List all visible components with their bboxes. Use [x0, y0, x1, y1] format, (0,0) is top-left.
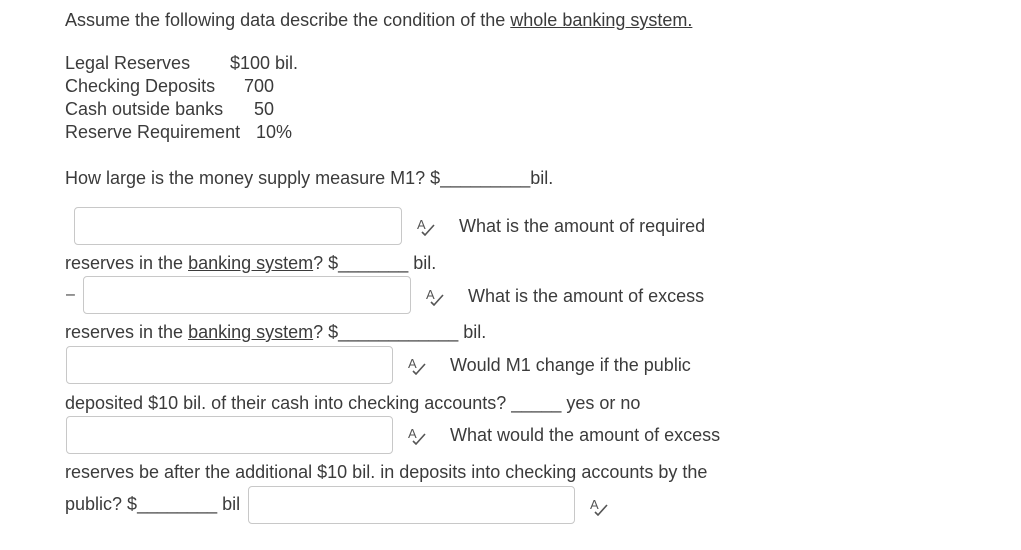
answer-input-m1-change[interactable]: [66, 416, 393, 454]
question-new-excess-text: public? $: [65, 494, 138, 514]
answer-input-required-reserves[interactable]: [83, 276, 411, 314]
question-m1-unit: bil.: [530, 168, 554, 188]
intro-link[interactable]: whole banking system.: [510, 10, 693, 30]
svg-text:A: A: [417, 217, 426, 232]
spell-check-icon[interactable]: [407, 425, 427, 445]
spell-check-icon[interactable]: [407, 355, 427, 375]
question-excess: [65, 322, 486, 343]
question-excess-lead: What is the amount of excess: [468, 286, 705, 306]
table-label-reserve-requirement: Reserve Requirement: [65, 122, 241, 142]
question-required: [65, 253, 436, 274]
intro-text: [65, 10, 692, 31]
question-m1: [65, 168, 553, 189]
question-m1-change-blank: _____: [511, 393, 562, 413]
question-required-lead: What is the amount of required: [459, 216, 706, 236]
question-excess-blank: ____________: [338, 322, 459, 342]
question-excess-dollar: ? $: [313, 322, 339, 342]
question-m1-change: [65, 393, 640, 414]
question-required-text: reserves in the: [65, 253, 189, 273]
question-m1-text: How large is the money supply measure M1? $: [65, 168, 441, 188]
question-m1-change-lead: Would M1 change if the public: [450, 355, 691, 375]
question-new-excess: [65, 494, 240, 515]
intro-lead: Assume the following data describe the condition of the: [65, 10, 511, 30]
question-m1-change-text: deposited $10 bil. of their cash into checking accounts?: [65, 393, 512, 413]
question-required-unit: bil.: [408, 253, 437, 273]
table-value-cash-outside: 50: [254, 99, 275, 119]
question-m1-change-suffix: yes or no: [561, 393, 641, 413]
question-new-excess-blank: ________: [137, 494, 218, 514]
table-label-cash-outside: Cash outside banks: [65, 99, 224, 119]
answer-input-excess-reserves[interactable]: [66, 346, 393, 384]
question-required-blank: _______: [338, 253, 409, 273]
banking-system-link[interactable]: banking system: [188, 253, 314, 273]
table-value-checking-deposits: 700: [244, 76, 275, 96]
table-label-checking-deposits: Checking Deposits: [65, 76, 216, 96]
answer-input-m1[interactable]: [74, 207, 402, 245]
question-new-excess-line: reserves be after the additional $10 bil. in deposits into checking accounts by the: [65, 462, 708, 482]
question-new-excess-unit: bil: [217, 494, 241, 514]
svg-text:A: A: [408, 426, 417, 441]
question-m1-blank: _________: [440, 168, 531, 188]
dash-mark: –: [66, 286, 75, 303]
banking-system-link[interactable]: banking system: [188, 322, 314, 342]
spell-check-icon[interactable]: [425, 286, 445, 306]
spell-check-icon[interactable]: [589, 496, 609, 516]
table-label-legal-reserves: Legal Reserves: [65, 53, 191, 73]
question-excess-text: reserves in the: [65, 322, 189, 342]
question-required-dollar: ? $: [313, 253, 339, 273]
svg-text:A: A: [590, 497, 599, 512]
table-value-reserve-requirement: 10%: [256, 122, 293, 142]
svg-text:A: A: [408, 356, 417, 371]
question-new-excess-lead: What would the amount of excess: [450, 425, 721, 445]
spell-check-icon[interactable]: [416, 216, 436, 236]
table-value-legal-reserves: $100 bil.: [230, 53, 299, 73]
question-excess-unit: bil.: [458, 322, 487, 342]
svg-text:A: A: [426, 287, 435, 302]
answer-input-new-excess-reserves[interactable]: [248, 486, 575, 524]
